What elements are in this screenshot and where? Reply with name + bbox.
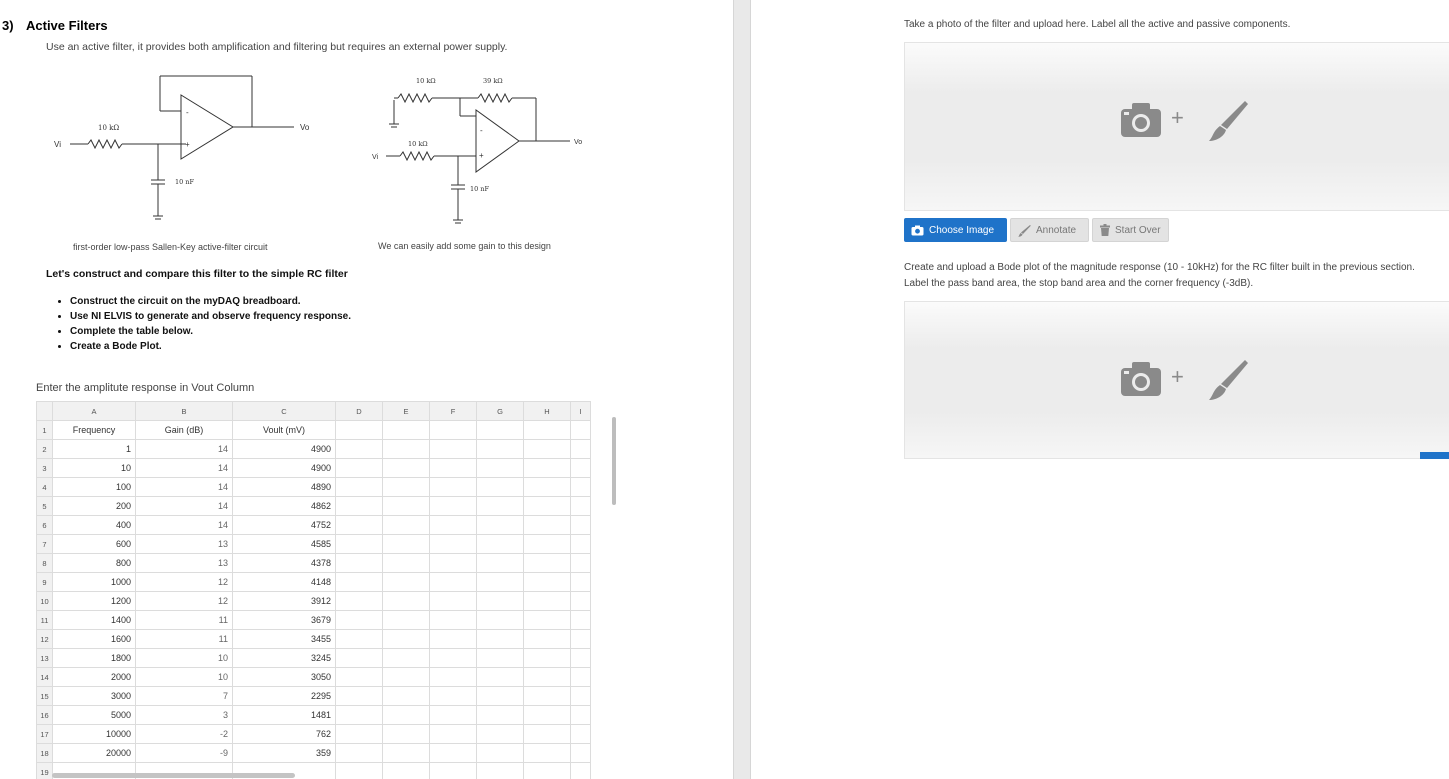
- gain-cell[interactable]: 3: [136, 706, 233, 725]
- upload-dropzone-bode-plot[interactable]: [904, 301, 1449, 459]
- empty-cell[interactable]: [336, 630, 383, 649]
- table-row: [37, 630, 591, 649]
- frequency-cell[interactable]: 5000: [53, 706, 136, 725]
- camera-icon: [1119, 101, 1163, 139]
- table-caption: Enter the amplitute response in Vout Column: [36, 382, 255, 394]
- empty-cell[interactable]: [477, 611, 524, 630]
- circuit2-plus-label: +: [479, 151, 484, 160]
- gain-cell[interactable]: 11: [136, 611, 233, 630]
- empty-cell[interactable]: [383, 668, 430, 687]
- empty-cell[interactable]: [383, 497, 430, 516]
- empty-cell[interactable]: [336, 763, 383, 779]
- empty-cell[interactable]: [430, 763, 477, 779]
- table-row: [37, 440, 591, 459]
- vout-cell[interactable]: 359: [233, 744, 336, 763]
- circuit2-r3-label: 10 kΩ: [408, 140, 428, 148]
- frequency-cell[interactable]: 3000: [53, 687, 136, 706]
- spreadsheet[interactable]: [36, 401, 591, 779]
- empty-cell[interactable]: [524, 649, 571, 668]
- empty-cell[interactable]: [430, 668, 477, 687]
- frequency-cell[interactable]: 200: [53, 497, 136, 516]
- empty-cell[interactable]: [383, 649, 430, 668]
- empty-cell[interactable]: [477, 687, 524, 706]
- empty-cell[interactable]: [383, 725, 430, 744]
- panel-divider[interactable]: [733, 0, 751, 779]
- empty-cell[interactable]: [571, 668, 591, 687]
- gain-cell[interactable]: 10: [136, 649, 233, 668]
- empty-cell[interactable]: [336, 649, 383, 668]
- empty-cell[interactable]: [477, 630, 524, 649]
- frequency-cell[interactable]: 1: [53, 440, 136, 459]
- empty-cell[interactable]: [383, 535, 430, 554]
- empty-cell[interactable]: [383, 592, 430, 611]
- row-number[interactable]: 14: [37, 668, 53, 687]
- empty-cell[interactable]: [336, 573, 383, 592]
- circuit1-minus-label: -: [186, 108, 189, 117]
- annotate-button[interactable]: [1010, 218, 1089, 242]
- empty-cell[interactable]: [524, 592, 571, 611]
- section-title: Active Filters: [26, 18, 108, 33]
- empty-cell[interactable]: [477, 554, 524, 573]
- empty-cell[interactable]: [336, 725, 383, 744]
- plus-sign: +: [1171, 364, 1184, 389]
- empty-cell[interactable]: [430, 554, 477, 573]
- empty-cell[interactable]: [430, 478, 477, 497]
- table-row: [37, 459, 591, 478]
- empty-cell[interactable]: [383, 611, 430, 630]
- empty-cell[interactable]: [571, 725, 591, 744]
- vout-cell[interactable]: 3050: [233, 668, 336, 687]
- empty-cell[interactable]: [571, 440, 591, 459]
- circuit2-minus-label: -: [480, 126, 483, 135]
- empty-cell[interactable]: [430, 725, 477, 744]
- circuit1-resistor-label: 10 kΩ: [98, 124, 120, 132]
- empty-cell[interactable]: [336, 592, 383, 611]
- empty-cell[interactable]: [336, 744, 383, 763]
- vout-cell[interactable]: 762: [233, 725, 336, 744]
- empty-cell[interactable]: [524, 706, 571, 725]
- circuit1-vout-label: Vo: [300, 123, 310, 132]
- empty-cell[interactable]: [524, 611, 571, 630]
- row-number[interactable]: 12: [37, 630, 53, 649]
- empty-cell[interactable]: [571, 687, 591, 706]
- empty-cell[interactable]: [430, 459, 477, 478]
- frequency-cell[interactable]: 1600: [53, 630, 136, 649]
- empty-cell[interactable]: [477, 763, 524, 779]
- empty-cell[interactable]: [477, 725, 524, 744]
- upload2-instruction-line1: Create and upload a Bode plot of the magnitude response (10 - 10kHz) for the RC filter built in the previous section.: [904, 262, 1415, 273]
- gain-cell[interactable]: 14: [136, 440, 233, 459]
- empty-cell[interactable]: [571, 459, 591, 478]
- empty-cell[interactable]: [430, 535, 477, 554]
- task-item: • Create a Bode Plot.: [70, 341, 351, 352]
- empty-cell[interactable]: [571, 497, 591, 516]
- empty-cell[interactable]: [524, 459, 571, 478]
- empty-cell[interactable]: [430, 630, 477, 649]
- circuit1-caption: first-order low-pass Sallen-Key active-filter circuit: [73, 242, 268, 252]
- trash-icon: [1100, 224, 1110, 236]
- frequency-cell[interactable]: 1800: [53, 649, 136, 668]
- table-row: [37, 573, 591, 592]
- empty-cell[interactable]: [336, 535, 383, 554]
- empty-cell[interactable]: [430, 706, 477, 725]
- empty-cell[interactable]: [477, 535, 524, 554]
- empty-cell[interactable]: [477, 497, 524, 516]
- gain-cell[interactable]: 14: [136, 478, 233, 497]
- frequency-cell[interactable]: 10000: [53, 725, 136, 744]
- table-row: [37, 725, 591, 744]
- empty-cell[interactable]: [524, 535, 571, 554]
- choose-image-button[interactable]: [904, 218, 1007, 242]
- upload-dropzone-photo[interactable]: [904, 42, 1449, 211]
- empty-cell[interactable]: [383, 573, 430, 592]
- empty-cell[interactable]: [336, 554, 383, 573]
- vout-cell[interactable]: 4585: [233, 535, 336, 554]
- table-row: [37, 706, 591, 725]
- empty-cell[interactable]: [571, 554, 591, 573]
- empty-cell[interactable]: [524, 763, 571, 779]
- column-header-c[interactable]: C: [233, 402, 336, 421]
- empty-cell[interactable]: [336, 459, 383, 478]
- empty-cell[interactable]: [571, 478, 591, 497]
- empty-cell[interactable]: [383, 516, 430, 535]
- frequency-cell[interactable]: 400: [53, 516, 136, 535]
- frequency-cell[interactable]: 10: [53, 459, 136, 478]
- gain-cell[interactable]: 14: [136, 459, 233, 478]
- frequency-cell[interactable]: 600: [53, 535, 136, 554]
- choose-image-label: Choose Image: [929, 224, 995, 236]
- empty-cell[interactable]: [336, 516, 383, 535]
- frequency-cell[interactable]: 20000: [53, 744, 136, 763]
- right-panel: [751, 0, 1449, 779]
- empty-cell[interactable]: [477, 706, 524, 725]
- circuit-diagram-gain: [366, 70, 606, 235]
- frequency-cell[interactable]: 1400: [53, 611, 136, 630]
- empty-cell[interactable]: [430, 440, 477, 459]
- upload2-instruction: [904, 260, 1415, 292]
- empty-cell[interactable]: [571, 763, 591, 779]
- frequency-cell[interactable]: 1000: [53, 573, 136, 592]
- table-row: [37, 535, 591, 554]
- empty-cell[interactable]: [336, 611, 383, 630]
- gain-cell[interactable]: 14: [136, 516, 233, 535]
- camera-icon: [911, 225, 924, 236]
- frequency-cell[interactable]: 100: [53, 478, 136, 497]
- empty-cell[interactable]: [383, 478, 430, 497]
- vout-cell[interactable]: 4900: [233, 459, 336, 478]
- brush-icon: [1207, 99, 1249, 143]
- frequency-cell[interactable]: 800: [53, 554, 136, 573]
- vout-cell[interactable]: 3679: [233, 611, 336, 630]
- empty-cell[interactable]: [336, 668, 383, 687]
- column-header-g[interactable]: G: [477, 402, 524, 421]
- row-number[interactable]: 11: [37, 611, 53, 630]
- empty-cell[interactable]: [477, 573, 524, 592]
- circuit2-vout-label: Vo: [574, 139, 583, 146]
- empty-cell[interactable]: [383, 763, 430, 779]
- empty-cell[interactable]: [430, 573, 477, 592]
- empty-cell[interactable]: [571, 573, 591, 592]
- empty-cell[interactable]: [524, 687, 571, 706]
- plus-sign: +: [1171, 105, 1184, 130]
- empty-cell[interactable]: [477, 440, 524, 459]
- empty-cell[interactable]: [336, 497, 383, 516]
- empty-cell[interactable]: [336, 421, 383, 440]
- section-number: 3): [2, 18, 14, 33]
- empty-cell[interactable]: [383, 459, 430, 478]
- gain-cell[interactable]: -9: [136, 744, 233, 763]
- start-over-label: Start Over: [1115, 224, 1161, 236]
- empty-cell[interactable]: [524, 744, 571, 763]
- row-number[interactable]: 9: [37, 573, 53, 592]
- circuit2-r2-label: 39 kΩ: [483, 77, 503, 85]
- annotate-label: Annotate: [1036, 224, 1077, 236]
- column-header-h[interactable]: H: [524, 402, 571, 421]
- corner-cell[interactable]: [37, 402, 53, 421]
- empty-cell[interactable]: [477, 421, 524, 440]
- vout-cell[interactable]: 4148: [233, 573, 336, 592]
- empty-cell[interactable]: [524, 573, 571, 592]
- table-row: [37, 687, 591, 706]
- gain-cell[interactable]: 11: [136, 630, 233, 649]
- table-row: [37, 421, 591, 440]
- vout-cell[interactable]: 4900: [233, 440, 336, 459]
- column-header-i[interactable]: I: [571, 402, 591, 421]
- empty-cell[interactable]: [383, 706, 430, 725]
- empty-cell[interactable]: [336, 440, 383, 459]
- row-number[interactable]: 7: [37, 535, 53, 554]
- brush-icon: [1207, 358, 1249, 402]
- empty-cell[interactable]: [571, 592, 591, 611]
- column-header-b[interactable]: B: [136, 402, 233, 421]
- empty-cell[interactable]: [524, 516, 571, 535]
- empty-cell[interactable]: [430, 649, 477, 668]
- empty-cell[interactable]: [336, 687, 383, 706]
- empty-cell[interactable]: [430, 592, 477, 611]
- row-number[interactable]: 16: [37, 706, 53, 725]
- row-number[interactable]: 3: [37, 459, 53, 478]
- table-row: [37, 592, 591, 611]
- empty-cell[interactable]: [571, 744, 591, 763]
- header-cell-gain[interactable]: Gain (dB): [136, 421, 233, 440]
- empty-cell[interactable]: [524, 725, 571, 744]
- table-row: [37, 516, 591, 535]
- row-number[interactable]: 15: [37, 687, 53, 706]
- vout-cell[interactable]: 4890: [233, 478, 336, 497]
- empty-cell[interactable]: [336, 706, 383, 725]
- empty-cell[interactable]: [383, 440, 430, 459]
- empty-cell[interactable]: [524, 421, 571, 440]
- empty-cell[interactable]: [571, 706, 591, 725]
- frequency-cell[interactable]: 2000: [53, 668, 136, 687]
- vout-cell[interactable]: 4862: [233, 497, 336, 516]
- table-row: [37, 649, 591, 668]
- gain-cell[interactable]: 13: [136, 535, 233, 554]
- frequency-cell[interactable]: 1200: [53, 592, 136, 611]
- circuit1-vin-label: Vi: [54, 140, 61, 149]
- column-header-d[interactable]: D: [336, 402, 383, 421]
- row-number[interactable]: 2: [37, 440, 53, 459]
- vertical-scrollbar[interactable]: [612, 417, 616, 505]
- empty-cell[interactable]: [571, 516, 591, 535]
- table-row: [37, 554, 591, 573]
- column-header-f[interactable]: F: [430, 402, 477, 421]
- empty-cell[interactable]: [477, 668, 524, 687]
- empty-cell[interactable]: [383, 554, 430, 573]
- circuit1-capacitor-label: 10 nF: [175, 178, 195, 186]
- row-number[interactable]: 13: [37, 649, 53, 668]
- horizontal-scrollbar[interactable]: [52, 773, 295, 778]
- header-cell-frequency[interactable]: Frequency: [53, 421, 136, 440]
- empty-cell[interactable]: [477, 478, 524, 497]
- empty-cell[interactable]: [430, 611, 477, 630]
- task-list: [46, 296, 351, 356]
- empty-cell[interactable]: [524, 440, 571, 459]
- spreadsheet-table: [36, 401, 591, 779]
- circuit2-caption: We can easily add some gain to this design: [378, 241, 551, 251]
- empty-cell[interactable]: [571, 649, 591, 668]
- partial-button[interactable]: [1420, 452, 1449, 459]
- circuit2-capacitor-label: 10 nF: [470, 185, 490, 193]
- empty-cell[interactable]: [430, 744, 477, 763]
- construct-heading: Let's construct and compare this filter to the simple RC filter: [46, 268, 348, 280]
- empty-cell[interactable]: [524, 497, 571, 516]
- camera-icon: [1119, 360, 1163, 398]
- vout-cell[interactable]: 4378: [233, 554, 336, 573]
- row-number[interactable]: 8: [37, 554, 53, 573]
- column-header-e[interactable]: E: [383, 402, 430, 421]
- row-number[interactable]: 19: [37, 763, 53, 779]
- row-number[interactable]: 10: [37, 592, 53, 611]
- row-number[interactable]: 17: [37, 725, 53, 744]
- task-item: • Use NI ELVIS to generate and observe frequency response.: [70, 311, 351, 322]
- upload2-instruction-line2: Label the pass band area, the stop band area and the corner frequency (-3dB).: [904, 278, 1254, 289]
- gain-cell[interactable]: 12: [136, 592, 233, 611]
- task-item: • Construct the circuit on the myDAQ breadboard.: [70, 296, 351, 307]
- gain-cell[interactable]: 10: [136, 668, 233, 687]
- gain-cell[interactable]: 13: [136, 554, 233, 573]
- circuit2-vin-label: Vi: [372, 154, 379, 161]
- table-row: [37, 668, 591, 687]
- table-row: [37, 611, 591, 630]
- gain-cell[interactable]: 14: [136, 497, 233, 516]
- table-row: [37, 497, 591, 516]
- empty-cell[interactable]: [571, 535, 591, 554]
- empty-cell[interactable]: [430, 516, 477, 535]
- circuit1-plus-label: +: [185, 140, 190, 149]
- empty-cell[interactable]: [383, 630, 430, 649]
- empty-cell[interactable]: [477, 744, 524, 763]
- vout-cell[interactable]: 1481: [233, 706, 336, 725]
- row-number[interactable]: 5: [37, 497, 53, 516]
- circuit-diagram-sallen-key: [50, 66, 330, 231]
- table-row: [37, 744, 591, 763]
- header-cell-vout[interactable]: Voult (mV): [233, 421, 336, 440]
- table-row: [37, 478, 591, 497]
- empty-cell[interactable]: [383, 687, 430, 706]
- vout-cell[interactable]: 3455: [233, 630, 336, 649]
- empty-cell[interactable]: [383, 744, 430, 763]
- row-number[interactable]: 1: [37, 421, 53, 440]
- upload1-instruction: Take a photo of the filter and upload here. Label all the active and passive components.: [904, 19, 1291, 30]
- start-over-button[interactable]: [1092, 218, 1169, 242]
- empty-cell[interactable]: [524, 478, 571, 497]
- empty-cell[interactable]: [571, 630, 591, 649]
- empty-cell[interactable]: [477, 649, 524, 668]
- empty-cell[interactable]: [383, 421, 430, 440]
- vout-cell[interactable]: 3912: [233, 592, 336, 611]
- empty-cell[interactable]: [571, 611, 591, 630]
- empty-cell[interactable]: [477, 459, 524, 478]
- empty-cell[interactable]: [430, 497, 477, 516]
- empty-cell[interactable]: [524, 630, 571, 649]
- gain-cell[interactable]: 12: [136, 573, 233, 592]
- gain-cell[interactable]: -2: [136, 725, 233, 744]
- row-number[interactable]: 4: [37, 478, 53, 497]
- brush-icon: [1018, 224, 1031, 237]
- spreadsheet-body: [37, 440, 591, 779]
- empty-cell[interactable]: [524, 554, 571, 573]
- vout-cell[interactable]: 2295: [233, 687, 336, 706]
- empty-cell[interactable]: [477, 516, 524, 535]
- gain-cell[interactable]: 7: [136, 687, 233, 706]
- empty-cell[interactable]: [430, 421, 477, 440]
- column-header-a[interactable]: A: [53, 402, 136, 421]
- empty-cell[interactable]: [571, 421, 591, 440]
- empty-cell[interactable]: [430, 687, 477, 706]
- row-number[interactable]: 6: [37, 516, 53, 535]
- empty-cell[interactable]: [336, 478, 383, 497]
- empty-cell[interactable]: [524, 668, 571, 687]
- vout-cell[interactable]: 4752: [233, 516, 336, 535]
- empty-cell[interactable]: [477, 592, 524, 611]
- section-intro: Use an active filter, it provides both amplification and filtering but requires an external power supply.: [46, 41, 508, 53]
- vout-cell[interactable]: 3245: [233, 649, 336, 668]
- column-header-row: [37, 402, 591, 421]
- task-item: • Complete the table below.: [70, 326, 351, 337]
- circuit2-r1-label: 10 kΩ: [416, 77, 436, 85]
- row-number[interactable]: 18: [37, 744, 53, 763]
